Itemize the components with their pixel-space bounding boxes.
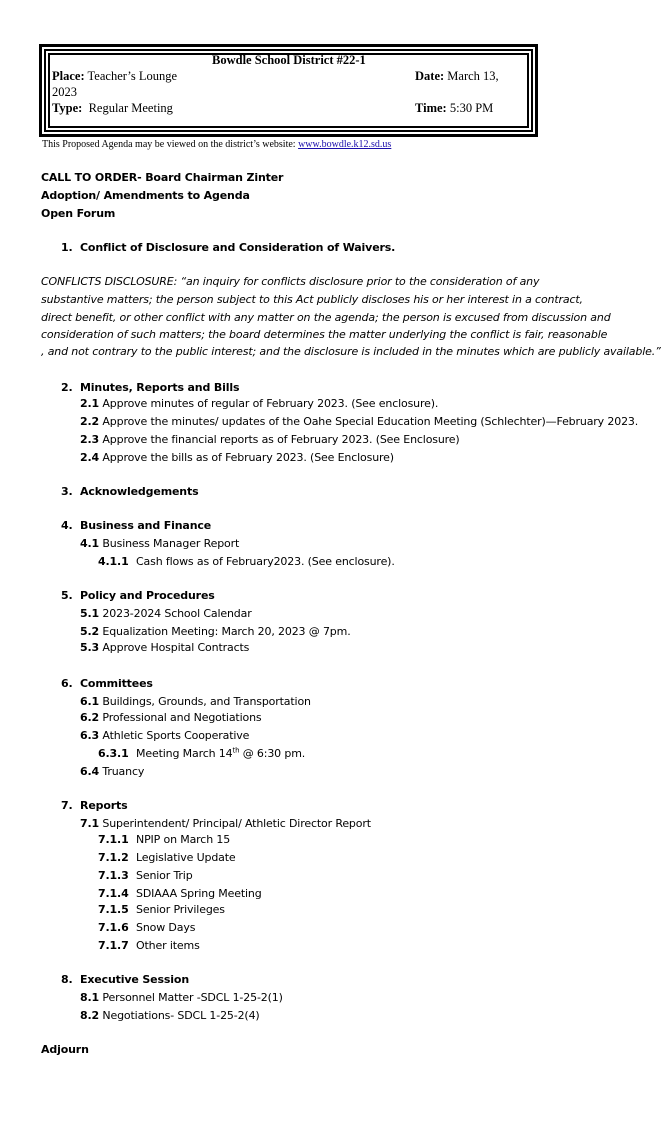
subitem-text: NPIP on March 15	[136, 833, 231, 846]
section-2-title: Minutes, Reports and Bills	[80, 381, 240, 394]
item-text: 2023-2024 School Calendar	[102, 607, 252, 620]
time-label: Time:	[415, 101, 447, 115]
item-number: 6.4	[80, 765, 100, 778]
item-text: Buildings, Grounds, and Transportation	[102, 695, 311, 708]
district-title: Bowdle School District #22-1	[212, 53, 366, 67]
subitem-text-post: @ 6:30 pm.	[239, 747, 306, 760]
section-6-title: Committees	[80, 677, 153, 690]
subitem-number: 7.1.5	[98, 903, 129, 916]
subitem-number: 4.1.1	[98, 555, 129, 568]
section-2-number: 2.	[61, 381, 73, 394]
type-value: Regular Meeting	[88, 101, 173, 115]
agenda-subitem	[98, 833, 230, 846]
subitem-text: Other items	[136, 939, 200, 952]
subitem-number: 7.1.3	[98, 869, 129, 882]
agenda-item	[80, 817, 371, 830]
agenda-item	[80, 729, 249, 742]
conflicts-line: consideration of such matters; the board determines the matter underlying the conflict is fair, reasonable	[41, 328, 608, 341]
website-note-text: This Proposed Agenda may be viewed on the district’s website:	[42, 139, 299, 150]
open-forum: Open Forum	[41, 207, 116, 220]
call-to-order: CALL TO ORDER- Board Chairman Zinter	[41, 171, 284, 184]
section-8-number: 8.	[61, 973, 73, 986]
section-5-title: Policy and Procedures	[80, 589, 215, 602]
type-line	[52, 101, 173, 116]
subitem-number: 6.3.1	[98, 747, 129, 760]
conflicts-line: substantive matters; the person subject to this Act publicly discloses his or her interest in a contract,	[41, 293, 583, 306]
item-text: Equalization Meeting: March 20, 2023 @ 7pm.	[102, 625, 351, 638]
item-number: 2.1	[80, 397, 100, 410]
agenda-item	[80, 641, 249, 654]
agenda-item	[80, 397, 438, 410]
date-year: 2023	[52, 85, 77, 99]
subitem-text: Meeting March 14	[136, 747, 233, 760]
agenda-subitem	[98, 747, 305, 760]
subitem-number: 7.1.2	[98, 851, 129, 864]
website-link[interactable]: www.bowdle.k12.sd.us	[298, 139, 392, 150]
item-number: 5.1	[80, 607, 100, 620]
agenda-item	[80, 711, 261, 724]
item-number: 6.2	[80, 711, 100, 724]
agenda-subitem	[98, 869, 193, 882]
date-value: March 13,	[447, 69, 499, 83]
conflicts-line: CONFLICTS DISCLOSURE: “an inquiry for conflicts disclosure prior to the consideration of any	[41, 275, 540, 288]
subitem-number: 7.1.1	[98, 833, 129, 846]
item-number: 6.3	[80, 729, 100, 742]
item-number: 5.3	[80, 641, 100, 654]
section-6-number: 6.	[61, 677, 73, 690]
item-number: 8.1	[80, 991, 100, 1004]
agenda-item	[80, 415, 638, 428]
item-number: 8.2	[80, 1009, 100, 1022]
item-text: Personnel Matter -SDCL 1-25-2(1)	[102, 991, 283, 1004]
section-1-number: 1.	[61, 241, 73, 254]
section-5-number: 5.	[61, 589, 73, 602]
adoption-amendments: Adoption/ Amendments to Agenda	[41, 189, 250, 202]
item-number: 6.1	[80, 695, 100, 708]
item-number: 2.4	[80, 451, 100, 464]
subitem-number: 7.1.7	[98, 939, 129, 952]
subitem-text: Senior Trip	[136, 869, 193, 882]
conflicts-line: , and not contrary to the public interest; and the disclosure is included in the minutes which are publicly available.”	[41, 345, 661, 358]
time-line	[415, 101, 493, 116]
agenda-item	[80, 765, 144, 778]
agenda-item	[80, 625, 351, 638]
item-text: Business Manager Report	[102, 537, 240, 550]
item-text: Approve the minutes/ updates of the Oahe Special Education Meeting (Schlechter)—February 2023.	[102, 415, 639, 428]
conflicts-line: direct benefit, or other conflict with any matter on the agenda; the person is excused from discussion and	[41, 311, 611, 324]
place-value: Teacher’s Lounge	[87, 69, 178, 83]
section-7-number: 7.	[61, 799, 73, 812]
agenda-item	[80, 1009, 260, 1022]
subitem-text: Cash flows as of February2023. (See enclosure).	[136, 555, 395, 568]
item-text: Professional and Negotiations	[102, 711, 262, 724]
subitem-number: 7.1.4	[98, 887, 129, 900]
agenda-subitem	[98, 903, 225, 916]
type-label: Type:	[52, 101, 83, 115]
item-number: 7.1	[80, 817, 100, 830]
item-number: 2.2	[80, 415, 100, 428]
agenda-subitem	[98, 939, 200, 952]
ordinal-suffix: th	[232, 746, 240, 755]
date-label: Date:	[415, 69, 445, 83]
item-text: Approve Hospital Contracts	[102, 641, 250, 654]
item-text: Approve the bills as of February 2023. (See Enclosure)	[102, 451, 394, 464]
agenda-item	[80, 451, 394, 464]
time-value: 5:30 PM	[449, 101, 494, 115]
subitem-text: Legislative Update	[136, 851, 236, 864]
item-text: Truancy	[102, 765, 145, 778]
item-text: Athletic Sports Cooperative	[102, 729, 250, 742]
item-number: 5.2	[80, 625, 100, 638]
place-line	[52, 69, 177, 84]
agenda-item	[80, 537, 239, 550]
section-1-title: Conflict of Disclosure and Consideration of Waivers.	[80, 241, 396, 254]
date-line	[415, 69, 499, 84]
agenda-subitem	[98, 851, 236, 864]
agenda-item	[80, 433, 460, 446]
item-text: Negotiations- SDCL 1-25-2(4)	[102, 1009, 260, 1022]
section-4-title: Business and Finance	[80, 519, 212, 532]
website-note	[42, 139, 391, 150]
section-3-number: 3.	[61, 485, 73, 498]
item-text: Superintendent/ Principal/ Athletic Director Report	[102, 817, 371, 830]
agenda-item	[80, 991, 283, 1004]
agenda-subitem	[98, 921, 195, 934]
agenda-subitem	[98, 555, 395, 568]
agenda-item	[80, 607, 252, 620]
agenda-subitem	[98, 887, 262, 900]
item-number: 2.3	[80, 433, 100, 446]
section-8-title: Executive Session	[80, 973, 189, 986]
subitem-text: SDIAAA Spring Meeting	[136, 887, 262, 900]
subitem-text: Senior Privileges	[136, 903, 225, 916]
agenda-item	[80, 695, 311, 708]
item-text: Approve minutes of regular of February 2023. (See enclosure).	[102, 397, 439, 410]
adjourn: Adjourn	[41, 1043, 89, 1056]
item-number: 4.1	[80, 537, 100, 550]
subitem-number: 7.1.6	[98, 921, 129, 934]
place-label: Place:	[52, 69, 85, 83]
item-text: Approve the financial reports as of February 2023. (See Enclosure)	[102, 433, 460, 446]
section-7-title: Reports	[80, 799, 128, 812]
subitem-text: Snow Days	[136, 921, 196, 934]
section-3-title: Acknowledgements	[80, 485, 199, 498]
section-4-number: 4.	[61, 519, 73, 532]
